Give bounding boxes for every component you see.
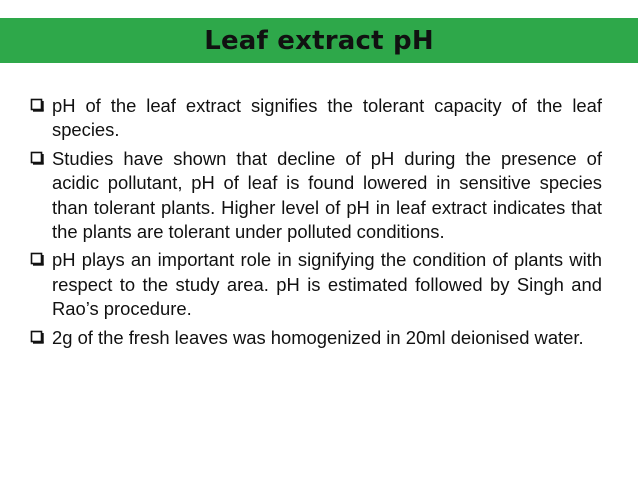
hollow-square-bullet-icon (30, 151, 45, 166)
bullet-item (30, 326, 602, 350)
hollow-square-bullet-icon (30, 98, 45, 113)
bullet-text: pH of the leaf extract signifies the tolerant capacity of the leaf species. (52, 95, 602, 141)
bullet-item (30, 248, 602, 321)
hollow-square-bullet-icon (30, 252, 45, 267)
bullet-list (30, 94, 602, 354)
slide-title: Leaf extract pH (204, 25, 434, 56)
title-bar (0, 18, 638, 63)
bullet-text: 2g of the fresh leaves was homogenized in 20ml deionised water. (52, 326, 584, 348)
hollow-square-bullet-icon (30, 330, 45, 345)
bullet-item (30, 94, 602, 143)
bullet-text: pH plays an important role in signifying the condition of plants with respect to the study area. pH is estimated followed by Singh and Rao’s procedure. (52, 249, 602, 320)
bullet-item (30, 147, 602, 245)
bullet-text: Studies have shown that decline of pH during the presence of acidic pollutant, pH of leaf is found lowered in sensitive species than tolerant plants. Higher level of pH in leaf extract indicates that the plants are tolerant under polluted conditions. (52, 147, 602, 243)
